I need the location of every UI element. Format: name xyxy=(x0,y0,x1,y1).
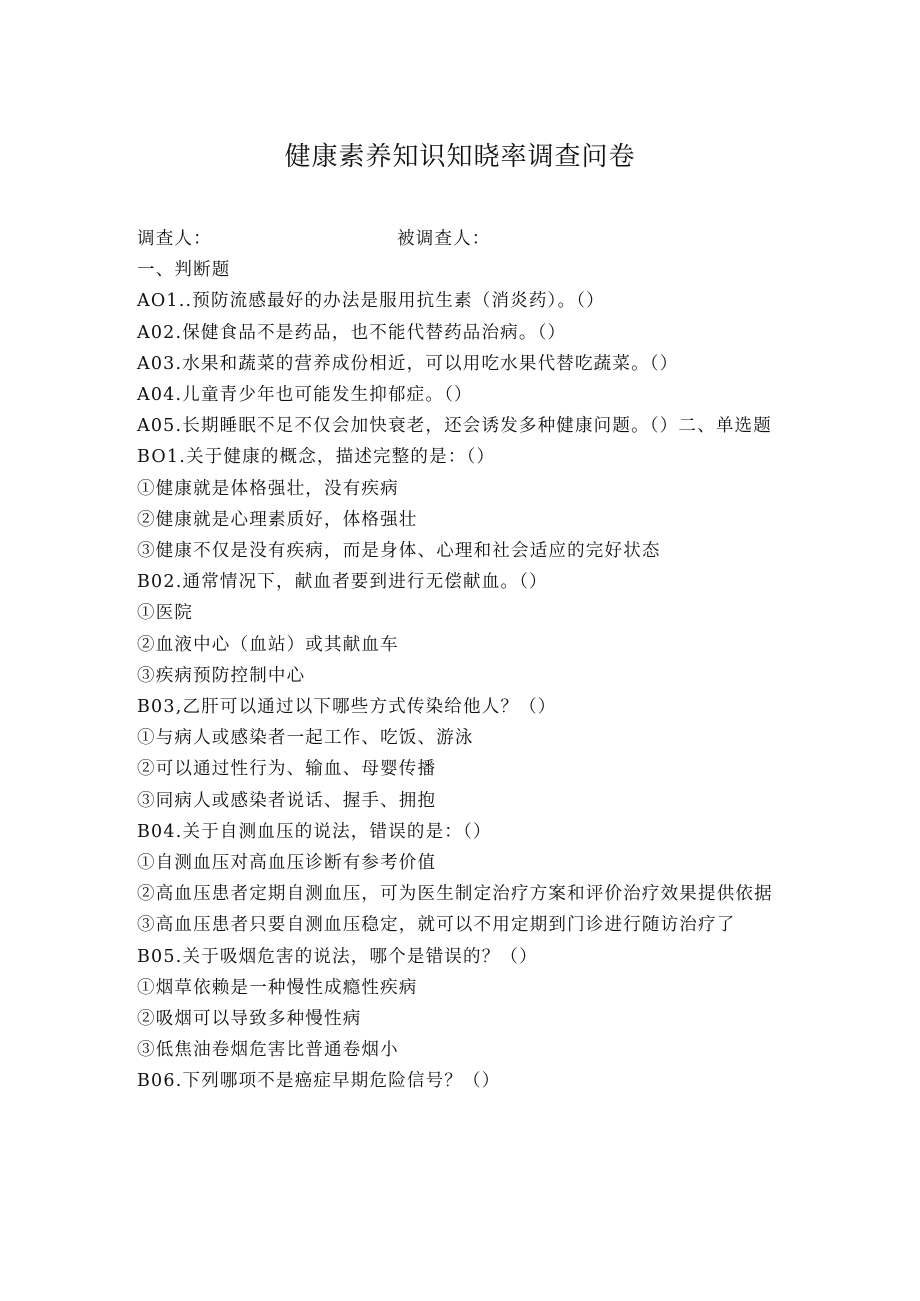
option-b01-2: ②健康就是心理素质好，体格强壮 xyxy=(137,509,418,530)
document-title: 健康素养知识知晓率调查问卷 xyxy=(284,142,636,172)
option-b02-2: ②血液中心（血站）或其献血车 xyxy=(137,634,399,655)
section-heading-true-false: 一、判断题 xyxy=(137,260,231,281)
question-b01: BO1.关于健康的概念，描述完整的是：（） xyxy=(137,447,496,468)
option-b05-2: ②吸烟可以导致多种慢性病 xyxy=(137,1009,362,1030)
option-b01-1: ①健康就是体格强壮，没有疾病 xyxy=(137,478,399,499)
question-b05: B05.关于吸烟危害的说法，哪个是错误的？（） xyxy=(137,946,538,967)
option-b01-3: ③健康不仅是没有疾病，而是身体、心理和社会适应的完好状态 xyxy=(137,541,661,562)
questionnaire-body xyxy=(137,224,787,1098)
option-b02-3: ③疾病预防控制中心 xyxy=(137,665,306,686)
option-b03-3: ③同病人或感染者说话、握手、拥抱 xyxy=(137,790,437,811)
question-b02: B02.通常情况下，献血者要到进行无偿献血。（） xyxy=(137,572,548,593)
option-b04-2: ②高血压患者定期自测血压，可为医生制定治疗方案和评价治疗效果提供依据 xyxy=(137,884,773,905)
option-b04-3: ③高血压患者只要自测血压稳定，就可以不用定期到门诊进行随访治疗了 xyxy=(137,915,736,936)
option-b05-3: ③低焦油卷烟危害比普通卷烟小 xyxy=(137,1040,399,1061)
question-a02: A02.保健食品不是药品，也不能代替药品治病。（） xyxy=(137,322,567,343)
respondent-info-row xyxy=(137,224,787,255)
question-a05: A05.长期睡眠不足不仅会加快衰老，还会诱发多种健康问题。（）二、单选题 xyxy=(137,416,772,437)
question-a03: A03.水果和蔬菜的营养成份相近，可以用吃水果代替吃蔬菜。（） xyxy=(137,353,679,374)
question-b03: B03,乙肝可以通过以下哪些方式传染给他人？（） xyxy=(137,697,557,718)
question-a04: A04.儿童青少年也可能发生抑郁症。（） xyxy=(137,385,473,406)
option-b04-1: ①自测血压对高血压诊断有参考价值 xyxy=(137,853,437,874)
option-b03-1: ①与病人或感染者一起工作、吃饭、游泳 xyxy=(137,728,474,749)
option-b02-1: ①医院 xyxy=(137,603,194,624)
option-b03-2: ②可以通过性行为、输血、母婴传播 xyxy=(137,759,437,780)
option-b05-1: ①烟草依赖是一种慢性成瘾性疾病 xyxy=(137,977,418,998)
question-a01: AO1..预防流感最好的办法是服用抗生素（消炎药）。（） xyxy=(137,291,605,312)
question-b06: B06.下列哪项不是癌症早期危险信号？（） xyxy=(137,1071,501,1092)
respondent-label: 被调查人： xyxy=(397,229,491,249)
surveyor-label: 调查人： xyxy=(137,229,212,249)
question-b04: B04.关于自测血压的说法，错误的是：（） xyxy=(137,821,492,842)
